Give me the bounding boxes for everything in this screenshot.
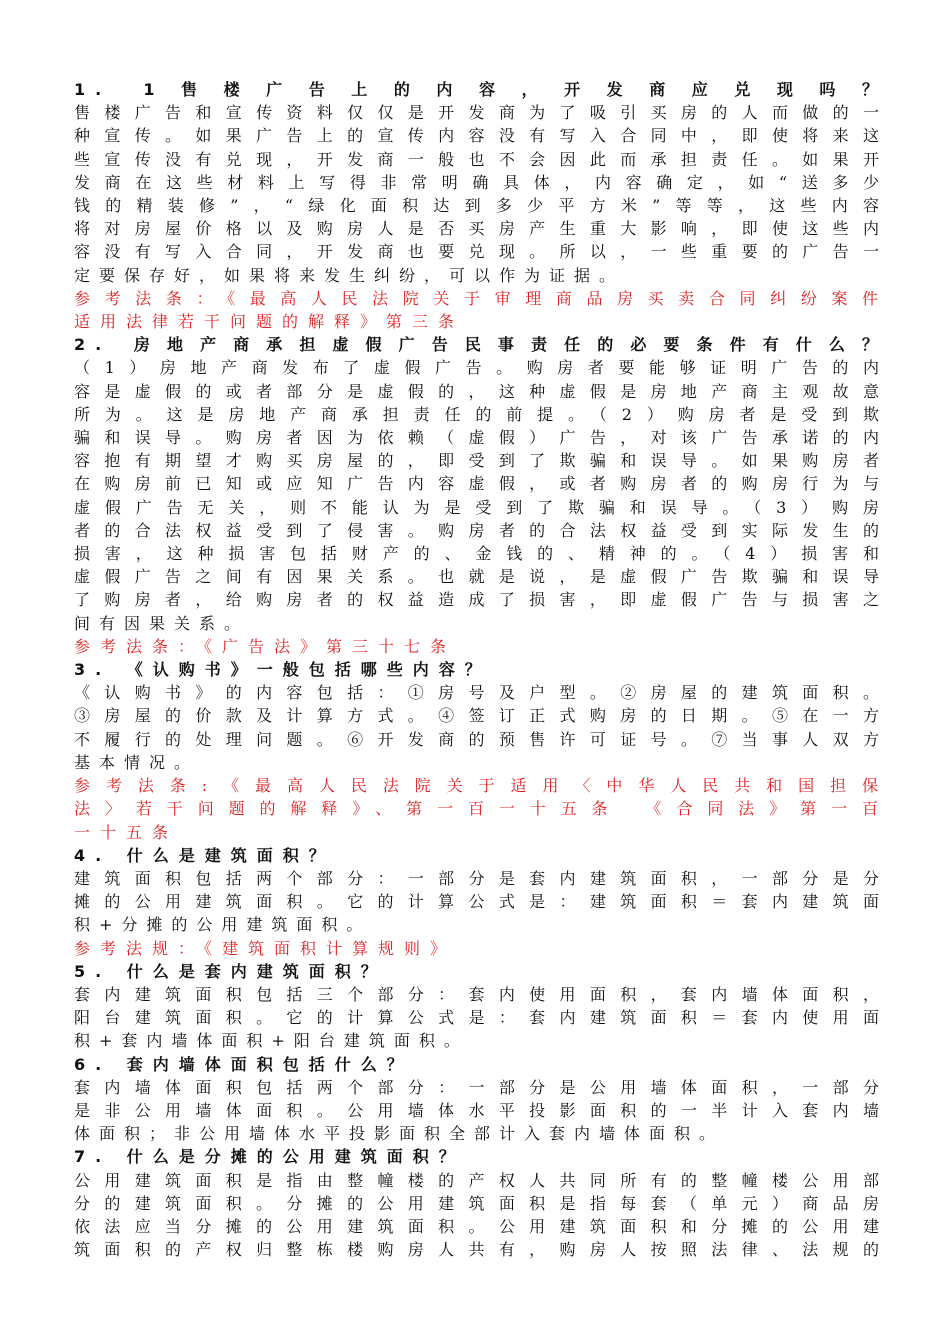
answer-line: 容是虚假的或者部分是虚假的，这种虚假是房地产商主观故意	[74, 381, 888, 401]
answer-line: 者的合法权益受到了侵害。购房者的合法权益受到实际发生的	[74, 520, 888, 540]
qa-section	[74, 78, 888, 333]
answer-line: 依法应当分摊的公用建筑面积。公用建筑面积和分摊的公用建	[74, 1216, 888, 1236]
answer-line: 筑面积的产权归整栋楼购房人共有，购房人按照法律、法规的	[74, 1240, 888, 1260]
answer-line: 容没有写入合同，开发商也要兑现。所以，一些重要的广告一	[74, 242, 888, 262]
answer-line: 容抱有期望才购买房屋的，即受到了欺骗和误导。如果购房者	[74, 451, 888, 471]
answer-line: 基本情况。	[74, 752, 200, 772]
legal-reference-line: 参考法规：《建筑面积计算规则》	[74, 938, 457, 958]
answer-line: 钱的精装修”，“绿化面积达到多少平方米”等等，这些内容	[74, 196, 888, 216]
answer-line: 在购房前已知或应知广告内容虚假，或者购房者的购房行为与	[74, 474, 888, 494]
qa-section	[74, 658, 888, 844]
answer-line: 套内建筑面积包括三个部分：套内使用面积，套内墙体面积，	[74, 984, 888, 1004]
qa-section	[74, 1145, 888, 1261]
answer-line: 体面积；非公用墙体水平投影面积全部计入套内墙体面积。	[74, 1124, 725, 1144]
answer-line: 骗和误导。购房者因为依赖（虚假）广告，对该广告承诺的内	[74, 428, 888, 448]
answer-line: 种宣传。如果广告上的宣传内容没有写入合同中，即使将来这	[74, 126, 888, 146]
answer-line: 摊的公用建筑面积。它的计算公式是：建筑面积＝套内建筑面	[74, 892, 888, 912]
legal-reference-line: 参考法条：《广告法》第三十七条	[74, 636, 457, 656]
question-heading: 3. 《认购书》一般包括哪些内容？	[74, 660, 491, 680]
answer-line: 公用建筑面积是指由整幢楼的产权人共同所有的整幢楼公用部	[74, 1170, 888, 1190]
qa-section	[74, 960, 888, 1053]
answer-line: 了购房者，给购房者的权益造成了损害，即虚假广告与损害之	[74, 590, 888, 610]
legal-reference-line: 一十五条	[74, 822, 179, 842]
answer-line: 不履行的处理问题。⑥开发商的预售许可证号。⑦当事人双方	[74, 729, 888, 749]
qa-section	[74, 844, 888, 960]
answer-line: 将对房屋价格以及购房人是否买房产生重大影响，即使这些内	[74, 219, 888, 239]
qa-section	[74, 333, 888, 658]
answer-line: 建筑面积包括两个部分：一部分是套内建筑面积，一部分是分	[74, 868, 888, 888]
legal-reference-line: 参考法条:《最高人民法院关于适用〈中华人民共和国担保	[74, 776, 888, 796]
answer-line: 定要保存好，如果将来发生纠纷，可以作为证据。	[74, 265, 625, 285]
answer-line: 售楼广告和宣传资料仅仅是开发商为了吸引买房的人而做的一	[74, 103, 888, 123]
question-heading: 5. 什么是套内建筑面积？	[74, 961, 387, 981]
answer-line: 《认购书》的内容包括：①房号及户型。②房屋的建筑面积。	[74, 683, 888, 703]
answer-line: 分的建筑面积。分摊的公用建筑面积是指每套（单元）商品房	[74, 1193, 888, 1213]
question-heading: 2. 房地产商承担虚假广告民事责任的必要条件有什么？	[74, 335, 888, 355]
answer-line: 阳台建筑面积。它的计算公式是：套内建筑面积＝套内使用面	[74, 1008, 888, 1028]
answer-line: 些宣传没有兑现，开发商一般也不会因此而承担责任。如果开	[74, 149, 888, 169]
question-heading: 4. 什么是建筑面积？	[74, 845, 335, 865]
answer-line: 积+套内墙体面积+阳台建筑面积。	[74, 1031, 469, 1051]
legal-reference-line: 适用法律若干问题的解释》第三条	[74, 312, 465, 332]
answer-line: 虚假广告无关，则不能认为是受到了欺骗和误导。（3）购房	[74, 497, 888, 517]
legal-reference-line: 法〉若干问题的解释》、第一百一十五条 《合同法》第一百	[74, 799, 888, 819]
answer-line: ③房屋的价款及计算方式。④签订正式购房的日期。⑤在一方	[74, 706, 888, 726]
answer-line: 套内墙体面积包括两个部分：一部分是公用墙体面积，一部分	[74, 1077, 888, 1097]
answer-line: 间有因果关系。	[74, 613, 250, 633]
qa-section	[74, 1053, 888, 1146]
question-heading: 1. 1售楼广告上的内容，开发商应兑现吗？	[74, 80, 888, 99]
answer-line: 损害，这种损害包括财产的、金钱的、精神的。（4）损害和	[74, 544, 888, 564]
answer-line: 所为。这是房地产商承担责任的前提。（2）购房者是受到欺	[74, 404, 888, 424]
answer-line: 虚假广告之间有因果关系。也就是说，是虚假广告欺骗和误导	[74, 567, 888, 587]
document-page	[74, 78, 888, 1261]
question-heading: 7. 什么是分摊的公用建筑面积？	[74, 1147, 465, 1167]
question-heading: 6. 套内墙体面积包括什么？	[74, 1054, 413, 1074]
answer-line: 发商在这些材料上写得非常明确具体，内容确定，如“送多少	[74, 172, 888, 192]
legal-reference-line: 参考法条：《最高人民法院关于审理商品房买卖合同纠纷案件	[74, 288, 888, 308]
answer-line: （1）房地产商发布了虚假广告。购房者要能够证明广告的内	[74, 358, 888, 378]
answer-line: 积+分摊的公用建筑面积。	[74, 915, 372, 935]
answer-line: 是非公用墙体面积。公用墙体水平投影面积的一半计入套内墙	[74, 1100, 888, 1120]
